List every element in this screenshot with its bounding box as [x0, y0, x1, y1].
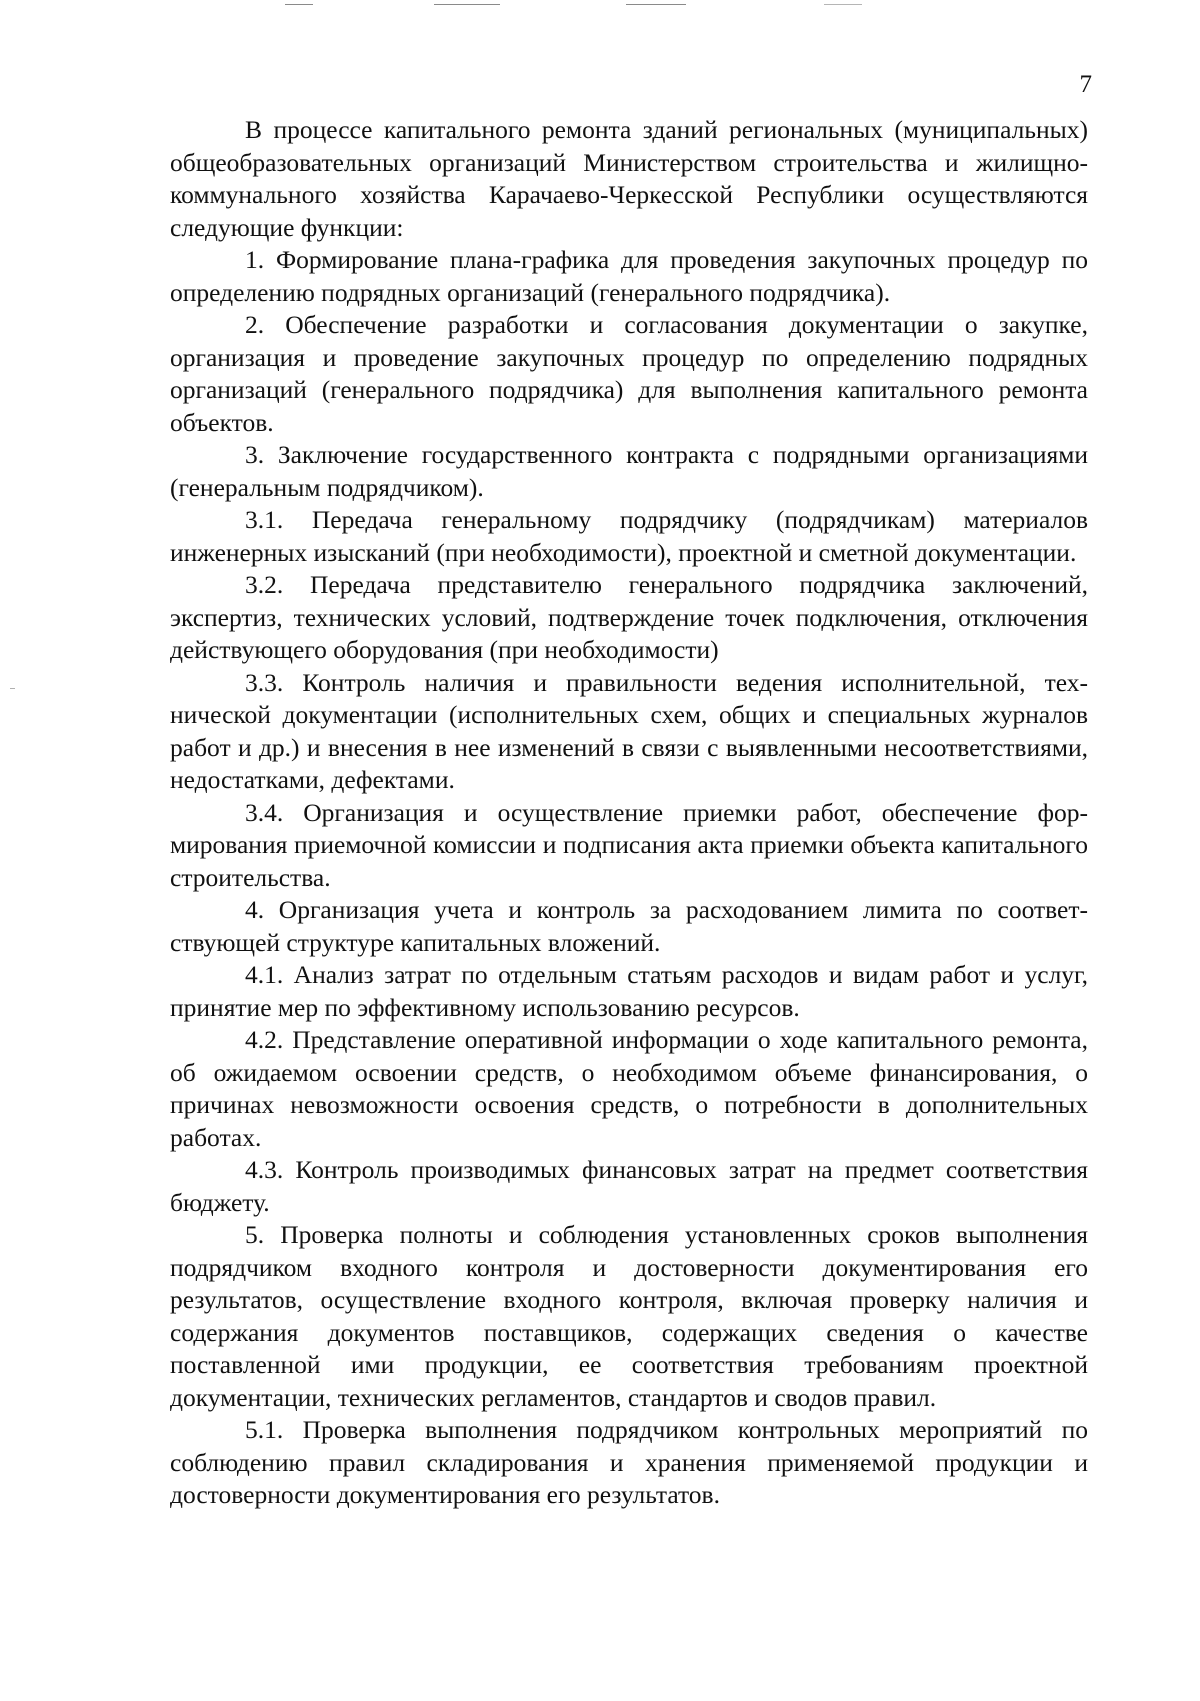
paragraph-item-4: 4. Организация учета и контроль за расходованием лимита по соответствующей структуре капитальных вложений.: [170, 895, 1088, 957]
paragraph-item-3-1: 3.1. Передача генеральному подрядчику (подрядчикам) материалов инженерных изысканий (при необходимости), проектной и сметной документации.: [170, 505, 1088, 567]
paragraph-intro: В процессе капитального ремонта зданий региональных (муниципальных) общеобразовательных организаций Министерством строительства и жилищно-коммунального хозяйства Карачаево-Черкесской Республики осуществляются следующие функции:: [170, 115, 1088, 242]
paragraph-item-1: 1. Формирование плана-графика для проведения закупочных процедур по определению подрядных организаций (генерального подрядчика).: [170, 245, 1088, 307]
scan-mark: [626, 4, 686, 5]
paragraph-item-3-4: 3.4. Организация и осуществление приемки работ, обеспечение формирования приемочной комиссии и подписания акта приемки объекта капитального строительства.: [170, 797, 1088, 892]
paragraph-item-4-3: 4.3. Контроль производимых финансовых затрат на предмет соответствия бюджету.: [170, 1155, 1088, 1217]
paragraph-item-2: 2. Обеспечение разработки и согласования документации о закупке, организация и проведение закупочных процедур по определению подрядных организаций (генерального подрядчика) для выполнения капитального ремонта объектов.: [170, 310, 1088, 437]
paragraph-item-3: 3. Заключение государственного контракта с подрядными организациями (генеральным подрядчиком).: [170, 440, 1088, 502]
paragraph-item-4-1: 4.1. Анализ затрат по отдельным статьям расходов и видам работ и услуг, принятие мер по эффективному использованию ресурсов.: [170, 960, 1088, 1022]
paragraph-item-5: 5. Проверка полноты и соблюдения установленных сроков выполнения подрядчиком входного контроля и достоверности документирования его результатов, осуществление входного контроля, включая проверку наличия и содержания документов поставщиков, содержащих сведения о качестве поставленной ими продукции, ее соответствия требованиям проектной документации, технических регламентов, стандартов и сводов правил.: [170, 1220, 1088, 1412]
paragraph-item-3-2: 3.2. Передача представителю генерального подрядчика заключений, экспертиз, технических условий, подтверждение точек подключения, отключения действующего оборудования (при необходимости): [170, 570, 1088, 664]
paragraph-item-3-3: 3.3. Контроль наличия и правильности ведения исполнительной, технической документации (исполнительных схем, общих и специальных журналов работ и др.) и внесения в нее изменений в связи с выявленными несоответствиями, недостатками, дефектами.: [170, 667, 1088, 794]
scan-speck: [10, 688, 15, 689]
paragraph-item-4-2: 4.2. Представление оперативной информации о ходе капитального ремонта, об ожидаемом освоении средств, о необходимом объеме финансирования, о причинах невозможности освоения средств, о потребности в дополнительных работах.: [170, 1025, 1088, 1152]
page-number: 7: [1079, 71, 1092, 98]
scan-mark: [285, 4, 313, 5]
scan-mark: [434, 4, 500, 5]
scan-artifacts: [0, 0, 1200, 12]
paragraph-item-5-1: 5.1. Проверка выполнения подрядчиком контрольных мероприятий по соблюдению правил складирования и хранения применяемой продукции и достоверности документирования его результатов.: [170, 1415, 1088, 1509]
body-text: [170, 114, 1088, 1512]
scan-mark: [824, 4, 862, 5]
